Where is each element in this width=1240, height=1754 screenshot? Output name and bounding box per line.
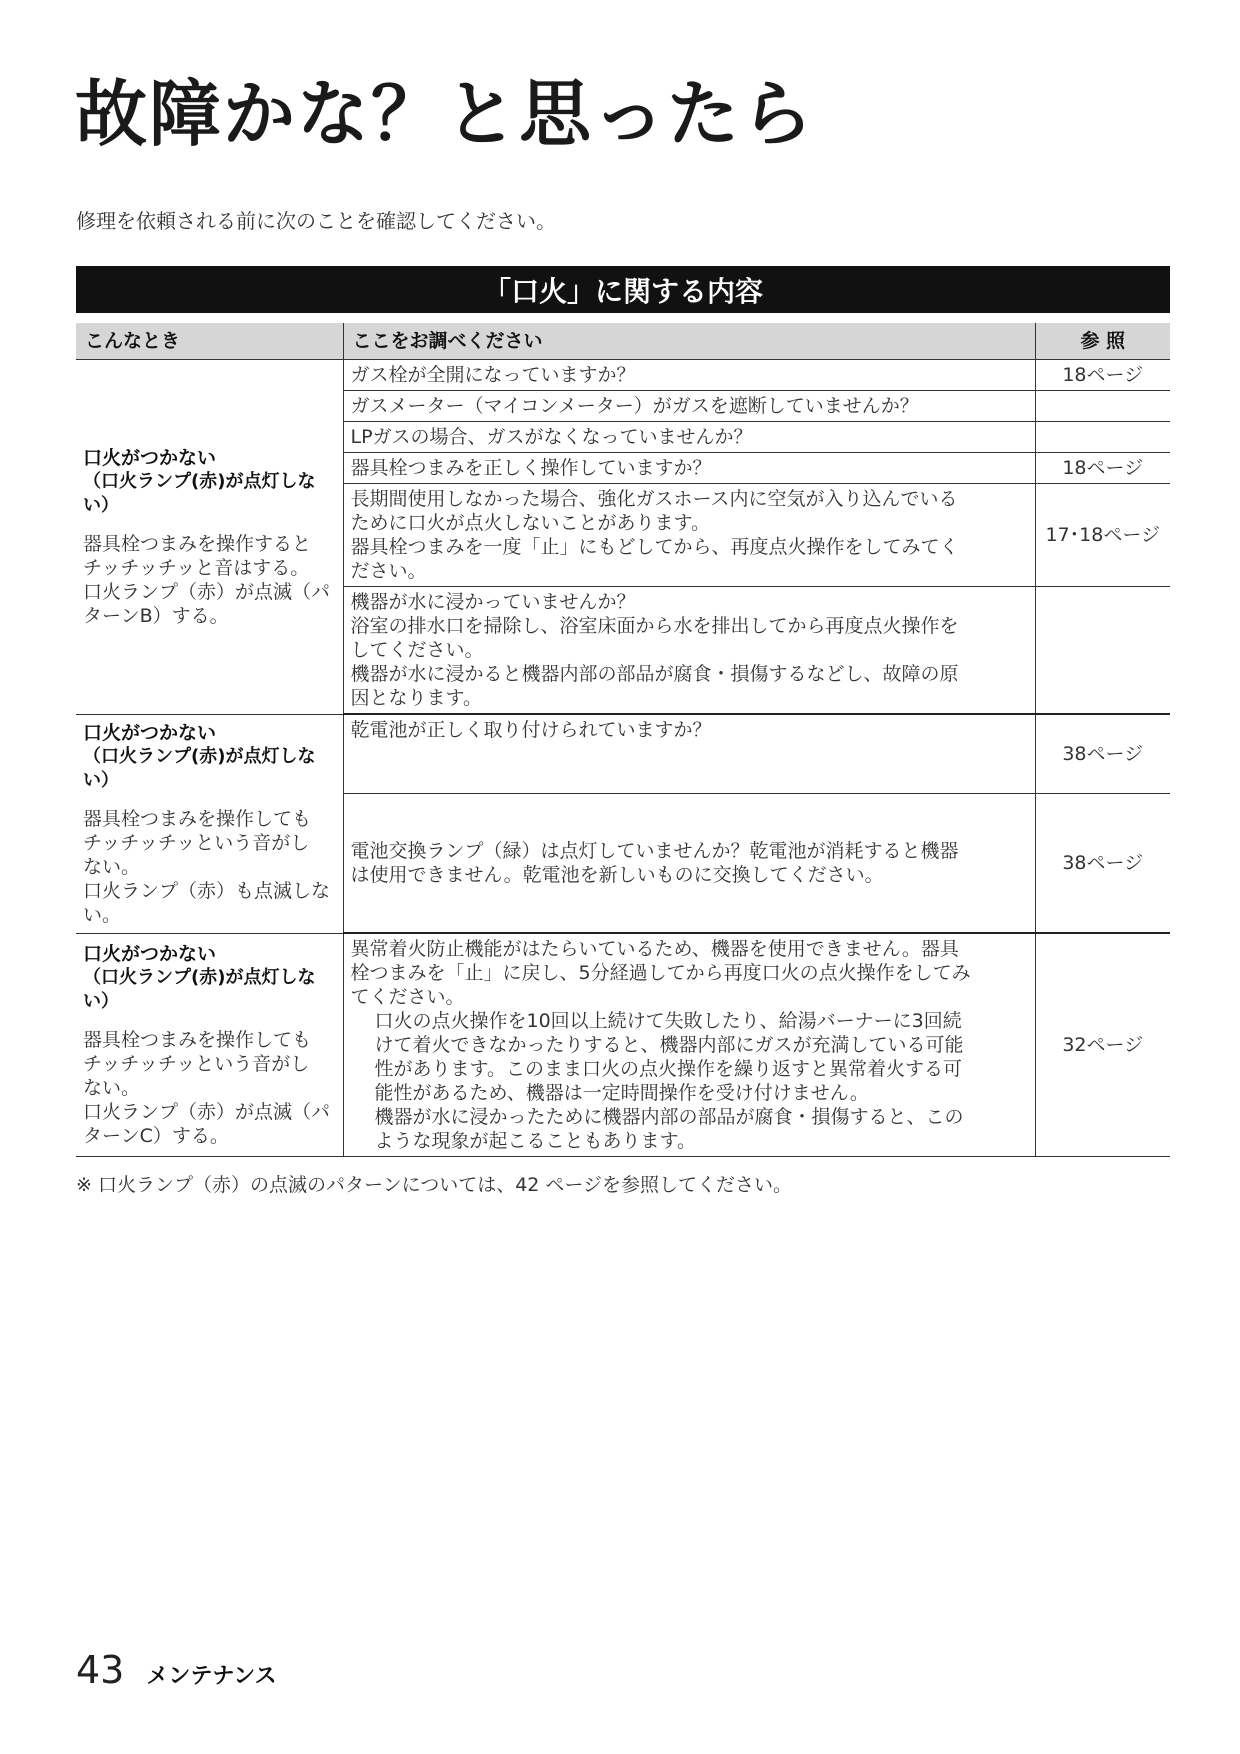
check-line-indented: 口火の点火操作を10回以上続けて失敗したり、給湯バーナーに3回続 [374, 1010, 962, 1032]
check-cell [343, 360, 1035, 391]
header-check: ここをお調べください [343, 323, 1035, 360]
header-ref: 参 照 [1035, 323, 1170, 360]
check-line: してください。 [350, 639, 484, 661]
page-number: 43 [76, 1648, 125, 1692]
symptom-subtitle: （口火ランプ(赤)が点灯しない） [83, 966, 316, 1012]
symptom-cell [76, 714, 343, 933]
symptom-description [83, 1028, 336, 1148]
ref-cell: 38ページ [1035, 793, 1170, 933]
page-footer [76, 1648, 277, 1692]
footnote: ※ 口火ランプ（赤）の点滅のパターンについては、42 ページを参照してください。 [76, 1174, 793, 1196]
symptom-line: 器具栓つまみを操作しても [83, 807, 312, 830]
check-line: は使用できません。乾電池を新しいものに交換してください。 [350, 863, 884, 886]
check-cell [343, 391, 1035, 422]
ref-cell [1035, 391, 1170, 422]
symptom-subtitle: （口火ランプ(赤)が点灯しない） [83, 470, 316, 516]
header-when: こんなとき [76, 323, 343, 360]
symptom-line: 器具栓つまみを操作しても [83, 1028, 312, 1051]
check-line: 機器が水に浸かると機器内部の部品が腐食・損傷するなどし、故障の原 [350, 663, 959, 685]
ref-cell: 18ページ [1035, 453, 1170, 484]
check-line: 器具栓つまみを正しく操作していますか？ [350, 457, 712, 479]
symptom-line: い。 [83, 903, 122, 926]
check-line-indented: けて着火できなかったりすると、機器内部にガスが充満している可能 [374, 1034, 964, 1056]
check-cell [343, 793, 1035, 933]
section-name: メンテナンス [146, 1664, 277, 1689]
check-line: 器具栓つまみを一度「止」にもどしてから、再度点火操作をしてみてく [350, 536, 959, 558]
check-line: 栓つまみを「止」に戻し、5分経過してから再度口火の点火操作をしてみ [350, 962, 971, 984]
check-line: ださい。 [350, 560, 427, 582]
symptom-subtitle: （口火ランプ(赤)が点灯しない） [83, 745, 316, 791]
check-cell [343, 587, 1035, 715]
symptom-description [83, 532, 336, 628]
table-header-row [76, 323, 1170, 360]
symptom-description [83, 807, 336, 927]
ref-cell: 17･18ページ [1035, 484, 1170, 587]
check-line: 電池交換ランプ（緑）は点灯していませんか？乾電池が消耗すると機器 [350, 839, 959, 862]
check-line: ガスメーター（マイコンメーター）がガスを遮断していませんか？ [350, 395, 919, 417]
symptom-line: ない。 [83, 1076, 141, 1099]
check-line: てください。 [350, 986, 465, 1008]
check-line: 機器が水に浸かっていませんか？ [350, 591, 636, 613]
check-line-indented: 性があります。このまま口火の点火操作を繰り返すと異常着火する可 [374, 1058, 962, 1080]
symptom-line: ターンB）する。 [83, 604, 229, 627]
symptom-cell [76, 933, 343, 1157]
check-line: 浴室の排水口を掃除し、浴室床面から水を排出してから再度点火操作を [350, 615, 959, 637]
ref-cell: 38ページ [1035, 714, 1170, 793]
troubleshooting-table [76, 323, 1170, 1157]
check-line: LPガスの場合、ガスがなくなっていませんか？ [350, 426, 753, 448]
check-line: ガス栓が全開になっていますか？ [350, 364, 636, 386]
check-cell [343, 714, 1035, 793]
check-line-indented: 機器が水に浸かったために機器内部の部品が腐食・損傷すると、この [374, 1106, 964, 1128]
check-cell [343, 933, 1035, 1157]
symptom-line: チッチッチッという音がし [83, 1052, 310, 1075]
ref-cell [1035, 587, 1170, 715]
check-line-indented: 能性があるため、機器は一定時間操作を受け付けません。 [374, 1082, 869, 1104]
check-line: 長期間使用しなかった場合、強化ガスホース内に空気が入り込んでいる [350, 488, 958, 510]
ref-cell: 32ページ [1035, 933, 1170, 1157]
symptom-title: 口火がつかない [83, 721, 217, 744]
symptom-line: ない。 [83, 855, 141, 878]
symptom-line: ターンC）する。 [83, 1124, 229, 1147]
symptom-line: 口火ランプ（赤）が点滅（パ [83, 580, 331, 603]
check-line: 因となります。 [350, 687, 482, 709]
table-row [76, 714, 1170, 793]
symptom-line: 口火ランプ（赤）が点滅（パ [83, 1100, 331, 1123]
symptom-line: 口火ランプ（赤）も点滅しな [83, 879, 331, 902]
check-cell [343, 453, 1035, 484]
symptom-line: チッチッチッと音はする。 [83, 556, 310, 579]
check-cell [343, 422, 1035, 453]
check-line-indented: ような現象が起こることもあります。 [374, 1130, 696, 1152]
ref-cell: 18ページ [1035, 360, 1170, 391]
symptom-line: 器具栓つまみを操作すると [83, 532, 312, 555]
symptom-line: チッチッチッという音がし [83, 831, 310, 854]
check-cell [343, 484, 1035, 587]
check-line: 乾電池が正しく取り付けられていますか？ [350, 719, 712, 741]
symptom-cell [76, 360, 343, 715]
symptom-title: 口火がつかない [83, 446, 217, 469]
intro-text: 修理を依頼される前に次のことを確認してください。 [76, 209, 556, 233]
check-line: 異常着火防止機能がはたらいているため、機器を使用できません。器具 [350, 938, 959, 960]
page-title: 故障かな？と思ったら [75, 72, 816, 156]
section-header: 「口火」に関する内容 [76, 266, 1170, 313]
symptom-title: 口火がつかない [83, 942, 217, 965]
table-row [76, 933, 1170, 1157]
check-line: ために口火が点火しないことがあります。 [350, 512, 710, 534]
table-row [76, 360, 1170, 391]
ref-cell [1035, 422, 1170, 453]
